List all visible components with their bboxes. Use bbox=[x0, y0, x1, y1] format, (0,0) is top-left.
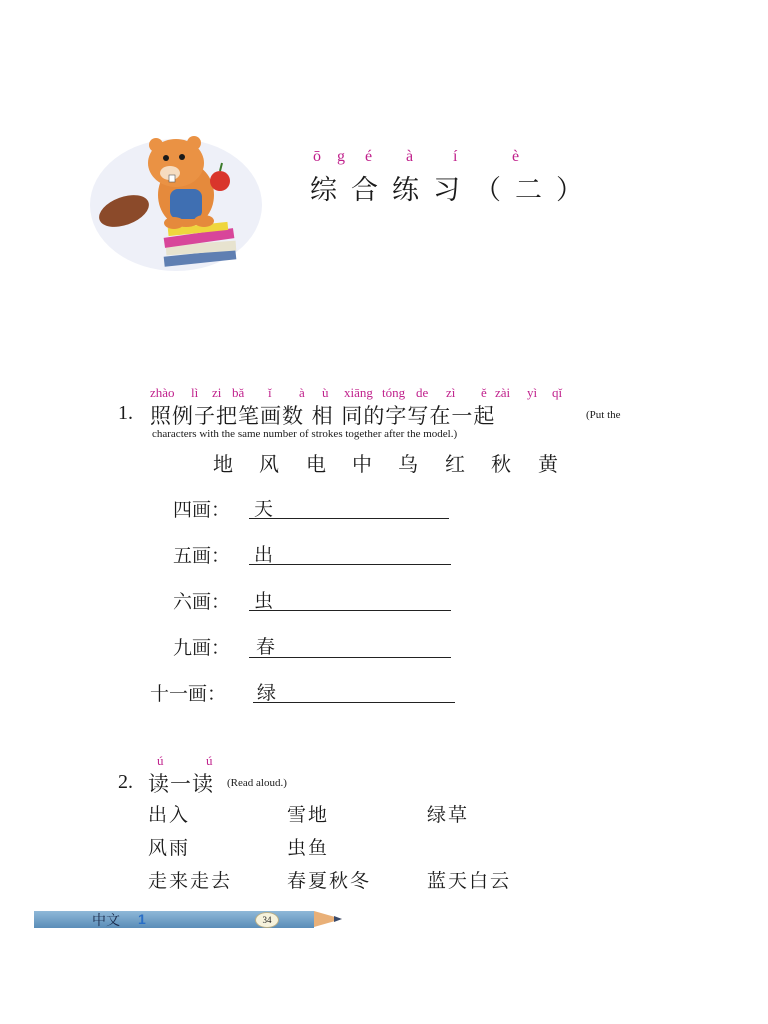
stroke-row-label: 十一画： bbox=[150, 683, 227, 705]
pinyin-word: xiāng bbox=[344, 385, 373, 400]
pinyin-word: zi bbox=[212, 385, 222, 400]
stroke-row-label: 六画： bbox=[173, 591, 231, 613]
footer-book-label: 中文 bbox=[92, 913, 120, 929]
bank-character: 中 bbox=[352, 452, 372, 476]
title-pinyin-2: g bbox=[337, 148, 345, 165]
stroke-row-example: 春 bbox=[256, 636, 276, 658]
bank-character: 黄 bbox=[538, 452, 558, 476]
pinyin-word: ě bbox=[481, 385, 487, 400]
page-title: 综合练习（二） bbox=[310, 175, 597, 206]
exercise2-instruction: 读一读 bbox=[148, 772, 214, 796]
bank-character: 风 bbox=[259, 452, 279, 476]
answer-line[interactable] bbox=[249, 564, 451, 565]
stroke-row-label: 九画： bbox=[173, 637, 231, 659]
title-pinyin-3: é bbox=[365, 148, 373, 165]
stroke-row-example: 出 bbox=[254, 544, 274, 566]
word-item: 风雨 bbox=[148, 837, 191, 859]
pinyin-word: tóng bbox=[382, 385, 406, 400]
stroke-row-example: 绿 bbox=[257, 682, 277, 704]
beaver-on-books-icon bbox=[86, 125, 266, 275]
bank-character: 秋 bbox=[491, 452, 511, 476]
bank-character: 红 bbox=[445, 452, 465, 476]
title-pinyin-4: à bbox=[406, 148, 414, 165]
answer-line[interactable] bbox=[249, 610, 451, 611]
pinyin-word: qǐ bbox=[552, 385, 563, 400]
pinyin-word: ǐ bbox=[268, 385, 272, 400]
word-item: 绿草 bbox=[427, 804, 470, 826]
footer-volume: 1 bbox=[138, 911, 146, 927]
title-pinyin-1: ō bbox=[313, 148, 321, 165]
word-item: 雪地 bbox=[287, 804, 330, 826]
word-item: 蓝天白云 bbox=[427, 870, 512, 892]
stroke-row-label: 五画： bbox=[173, 545, 231, 567]
pinyin-word: zì bbox=[446, 385, 456, 400]
bank-character: 乌 bbox=[398, 452, 418, 476]
bank-character: 电 bbox=[306, 452, 326, 476]
title-pinyin-6: è bbox=[512, 148, 520, 165]
pinyin-word: bǎ bbox=[232, 385, 245, 400]
title-pinyin-5: í bbox=[453, 148, 458, 165]
word-item: 走来走去 bbox=[148, 870, 233, 892]
pinyin-word: ú bbox=[157, 753, 164, 768]
exercise1-note-line2: characters with the same number of strokes together after the model.) bbox=[152, 428, 458, 440]
stroke-row-example: 天 bbox=[254, 498, 274, 520]
word-item: 虫鱼 bbox=[287, 837, 330, 859]
stroke-row-label: 四画： bbox=[173, 499, 231, 521]
pinyin-word: yì bbox=[527, 385, 538, 400]
page-number: 34 bbox=[255, 912, 279, 928]
pinyin-word: de bbox=[416, 385, 429, 400]
pencil-lead-icon bbox=[334, 916, 342, 922]
answer-line[interactable] bbox=[249, 657, 451, 658]
exercise1-note-line1: (Put the bbox=[586, 409, 621, 421]
pinyin-word: ú bbox=[206, 753, 213, 768]
exercise2-note: (Read aloud.) bbox=[227, 777, 287, 789]
answer-line[interactable] bbox=[253, 702, 455, 703]
pinyin-word: lì bbox=[191, 385, 199, 400]
exercise1-number: 1. bbox=[118, 402, 133, 424]
stroke-row-example: 虫 bbox=[254, 590, 274, 612]
bank-character: 地 bbox=[213, 452, 233, 476]
exercise1-instruction: 照例子把笔画数 相 同的字写在一起 bbox=[150, 404, 496, 428]
pinyin-word: zài bbox=[495, 385, 511, 400]
pinyin-word: ù bbox=[322, 385, 329, 400]
word-item: 春夏秋冬 bbox=[287, 870, 372, 892]
answer-line[interactable] bbox=[249, 518, 449, 519]
exercise2-number: 2. bbox=[118, 771, 133, 793]
pinyin-word: zhào bbox=[150, 385, 175, 400]
pinyin-word: à bbox=[299, 385, 305, 400]
mascot-illustration bbox=[86, 125, 266, 275]
word-item: 出入 bbox=[148, 804, 191, 826]
